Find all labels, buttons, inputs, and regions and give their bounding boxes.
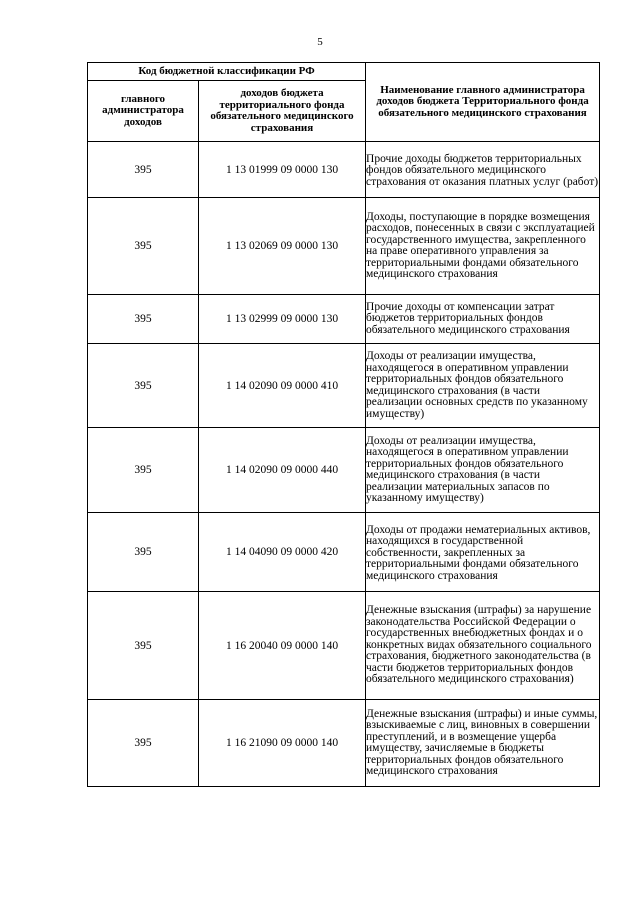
income-name-cell: Доходы от реализации имущества, находящегося в оперативном управлении территориальных фондов обязательного медицинского страхования (в части реализации основных средств по указанному имуществу) [366, 344, 600, 428]
column-header-name: Наименование главного администратора доходов бюджета Территориального фонда обязательного медицинского страхования [366, 63, 600, 142]
table-row [88, 513, 600, 592]
budget-code-cell: 1 14 04090 09 0000 420 [199, 513, 366, 592]
column-header-admin: главного администратора доходов [88, 81, 199, 142]
budget-code-cell: 1 16 20040 09 0000 140 [199, 592, 366, 700]
budget-code-cell: 1 14 02090 09 0000 440 [199, 428, 366, 513]
income-name-cell: Денежные взыскания (штрафы) за нарушение законодательства Российской Федерации о государственных внебюджетных фондах и о конкретных видах обязательного социального страхования, бюджетного законодательства (в части бюджетов территориальных фондов обязательного медицинского страхования) [366, 592, 600, 700]
budget-code-cell: 1 13 02069 09 0000 130 [199, 198, 366, 295]
group-header-budget-code: Код бюджетной классификации РФ [88, 63, 366, 81]
income-name-cell: Доходы от продажи нематериальных активов, находящихся в государственной собственности, закрепленных за территориальными фондами обязательного медицинского страхования [366, 513, 600, 592]
admin-code-cell: 395 [88, 198, 199, 295]
table-row [88, 295, 600, 344]
table-row [88, 428, 600, 513]
budget-code-cell: 1 13 02999 09 0000 130 [199, 295, 366, 344]
income-name-cell: Денежные взыскания (штрафы) и иные суммы, взыскиваемые с лиц, виновных в совершении преступлений, и в возмещение ущерба имуществу, зачисляемые в бюджеты территориальных фондов обязательного медицинского страхования [366, 700, 600, 787]
budget-code-cell: 1 16 21090 09 0000 140 [199, 700, 366, 787]
admin-code-cell: 395 [88, 700, 199, 787]
admin-code-cell: 395 [88, 142, 199, 198]
table-row [88, 700, 600, 787]
table-row [88, 592, 600, 700]
budget-code-cell: 1 14 02090 09 0000 410 [199, 344, 366, 428]
admin-code-cell: 395 [88, 344, 199, 428]
income-name-cell: Доходы от реализации имущества, находящегося в оперативном управлении территориальных фондов обязательного медицинского страхования (в части реализации материальных запасов по указанному имуществу) [366, 428, 600, 513]
admin-code-cell: 395 [88, 592, 199, 700]
column-header-code: доходов бюджета территориального фонда обязательного медицинского страхования [199, 81, 366, 142]
page-number: 5 [317, 36, 323, 48]
income-name-cell: Прочие доходы бюджетов территориальных фондов обязательного медицинского страхования от оказания платных услуг (работ) [366, 142, 600, 198]
admin-code-cell: 395 [88, 428, 199, 513]
table-row [88, 198, 600, 295]
income-name-cell: Доходы, поступающие в порядке возмещения расходов, понесенных в связи с эксплуатацией государственного имущества, закрепленного на праве оперативного управления за территориальными фондами обязательного медицинского страхования [366, 198, 600, 295]
budget-classification-table [87, 62, 600, 787]
table-row [88, 344, 600, 428]
budget-code-cell: 1 13 01999 09 0000 130 [199, 142, 366, 198]
table-row [88, 142, 600, 198]
admin-code-cell: 395 [88, 513, 199, 592]
income-name-cell: Прочие доходы от компенсации затрат бюджетов территориальных фондов обязательного медицинского страхования [366, 295, 600, 344]
admin-code-cell: 395 [88, 295, 199, 344]
